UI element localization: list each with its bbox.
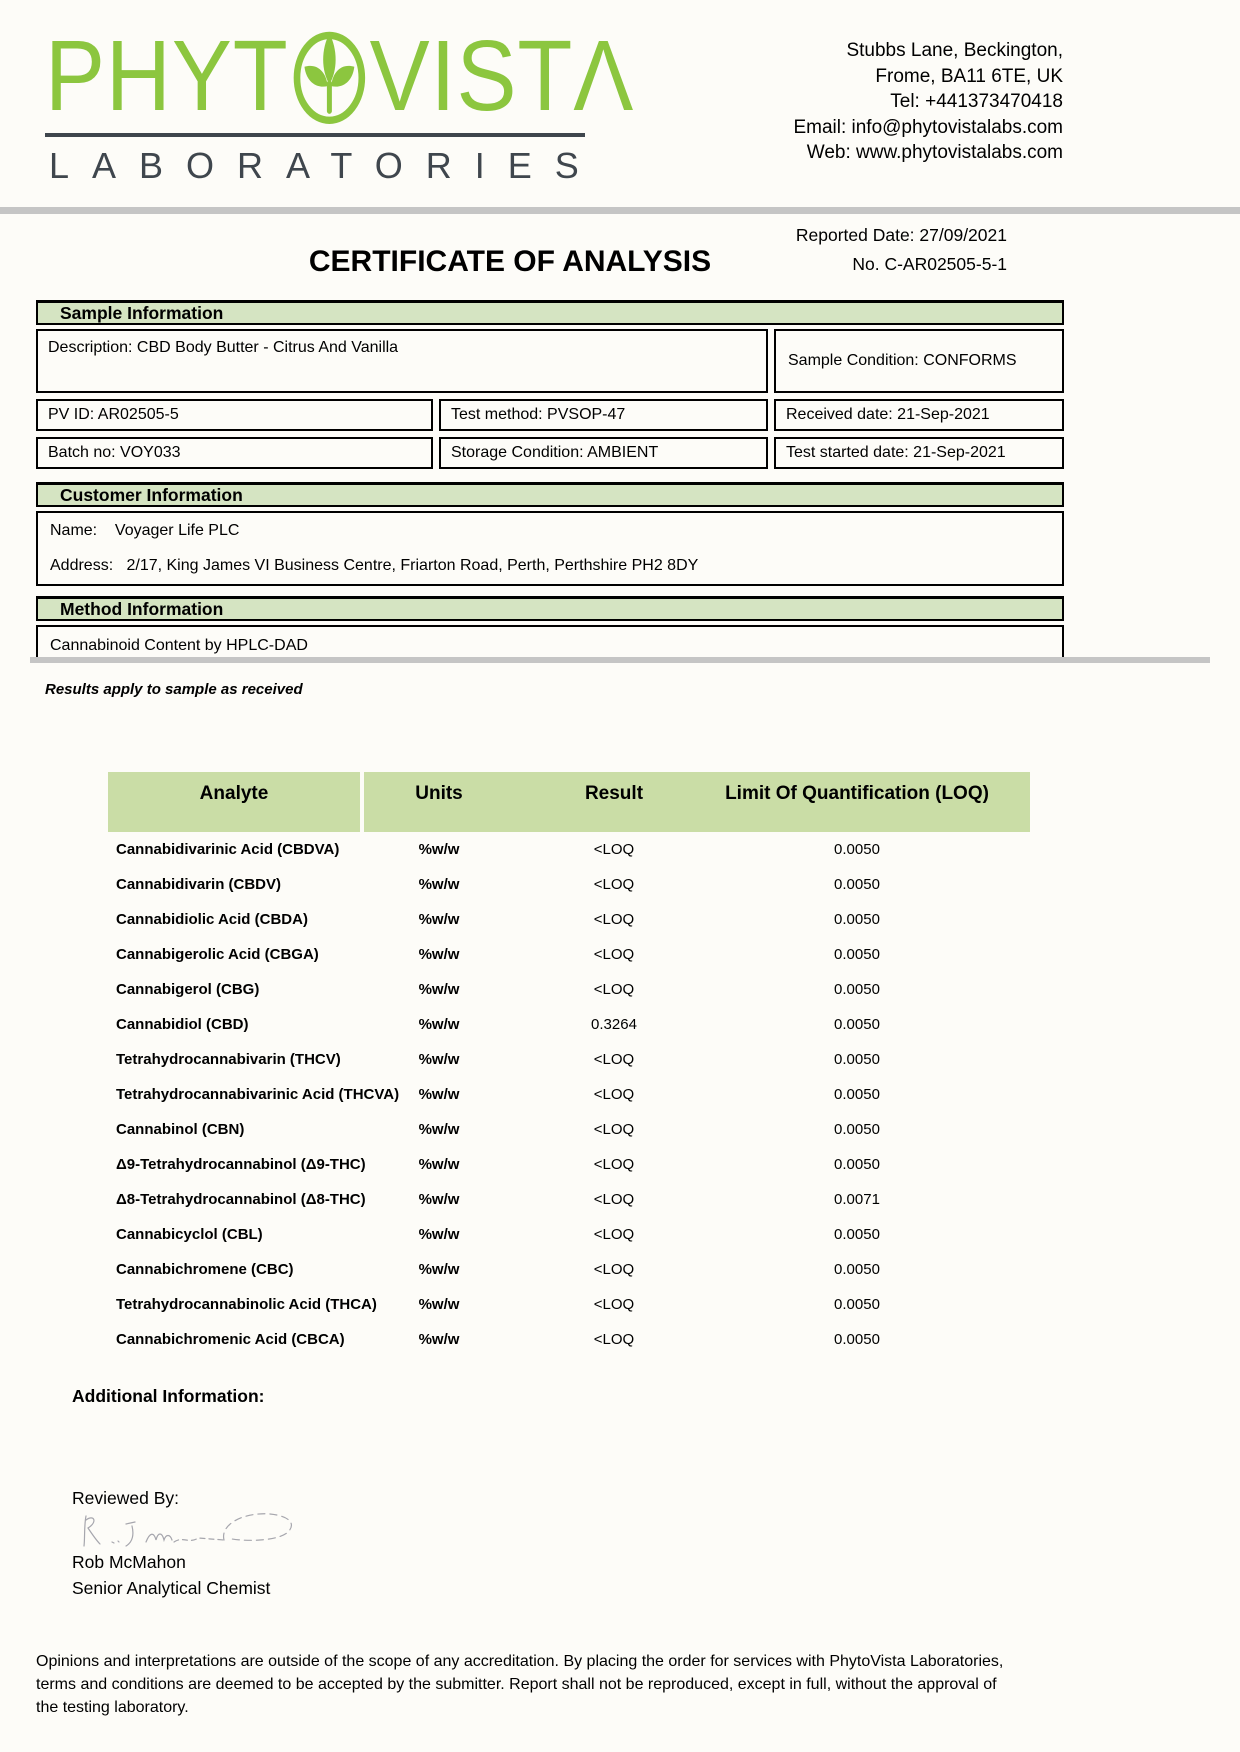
result-cell-result: <LOQ (593, 1226, 635, 1243)
result-cell-units: %w/w (418, 1086, 460, 1103)
report-meta (796, 221, 1007, 279)
logo-text-vista: VISTΛ (369, 20, 635, 132)
contact-line: Tel: +441373470418 (890, 91, 1063, 112)
result-row (108, 1112, 1030, 1147)
sample-description: Description: CBD Body Butter - Citrus And Vanilla (36, 329, 768, 393)
additional-information-label: Additional Information: (72, 1386, 265, 1406)
result-cell-loq: 0.0050 (834, 1261, 880, 1278)
reviewer-name: Rob McMahon (72, 1552, 186, 1572)
result-cell-loq: 0.0050 (834, 911, 880, 928)
result-row (108, 1182, 1030, 1217)
result-cell-units: %w/w (418, 911, 460, 928)
result-row (108, 1007, 1030, 1042)
result-cell-result: <LOQ (593, 1051, 635, 1068)
result-row (108, 1147, 1030, 1182)
result-cell-result: <LOQ (593, 1086, 635, 1103)
results-table-body (108, 832, 1030, 1357)
reviewed-by-label: Reviewed By: (72, 1488, 179, 1508)
result-cell-analyte: Cannabidivarinic Acid (CBDVA) (116, 841, 340, 858)
column-header-loq: Limit Of Quantification (LOQ) (714, 772, 1030, 832)
result-cell-units: %w/w (418, 1016, 460, 1033)
result-cell-result: <LOQ (593, 876, 635, 893)
result-cell-result: <LOQ (593, 1261, 635, 1278)
sample-condition: Sample Condition: CONFORMS (774, 329, 1064, 393)
certificate-title: CERTIFICATE OF ANALYSIS (308, 245, 712, 278)
column-header-units: Units (364, 772, 514, 832)
result-cell-units: %w/w (418, 1191, 460, 1208)
contact-line: Frome, BA11 6TE, UK (875, 65, 1063, 87)
result-cell-units: %w/w (418, 876, 460, 893)
result-cell-analyte: Δ9-Tetrahydrocannabinol (Δ9-THC) (116, 1156, 366, 1173)
result-cell-loq: 0.0050 (834, 981, 880, 998)
result-cell-result: <LOQ (593, 911, 635, 928)
storage-condition: Storage Condition: AMBIENT (439, 437, 768, 469)
logo-wordmark (45, 20, 635, 132)
result-cell-result: <LOQ (593, 981, 635, 998)
result-cell-units: %w/w (418, 981, 460, 998)
column-header-result: Result (514, 772, 714, 832)
result-cell-analyte: Cannabicyclol (CBL) (116, 1226, 263, 1243)
result-cell-analyte: Cannabidiolic Acid (CBDA) (116, 911, 308, 928)
result-cell-result: <LOQ (593, 1331, 635, 1348)
result-cell-analyte: Cannabinol (CBN) (116, 1121, 245, 1138)
contact-line: Web: www.phytovistalabs.com (806, 142, 1063, 163)
footer-disclaimer (36, 1650, 1211, 1719)
result-cell-analyte: Cannabidivarin (CBDV) (116, 876, 282, 893)
result-row (108, 1077, 1030, 1112)
result-cell-loq: 0.0050 (834, 841, 880, 858)
result-cell-loq: 0.0050 (834, 1086, 880, 1103)
result-cell-loq: 0.0050 (834, 946, 880, 963)
method-description: Cannabinoid Content by HPLC-DAD (36, 625, 1064, 663)
lab-contact-block (793, 38, 1063, 166)
results-note: Results apply to sample as received (45, 681, 303, 698)
result-cell-loq: 0.0050 (834, 1051, 880, 1068)
result-cell-loq: 0.0050 (834, 1156, 880, 1173)
result-row (108, 902, 1030, 937)
contact-line: Email: info@phytovistalabs.com (793, 116, 1063, 138)
result-cell-units: %w/w (418, 1051, 460, 1068)
logo-text-phyt: PHYT (45, 20, 289, 132)
results-table-header (108, 772, 1030, 832)
result-cell-analyte: Tetrahydrocannabinolic Acid (THCA) (116, 1296, 377, 1313)
result-cell-units: %w/w (418, 946, 460, 963)
result-cell-result: <LOQ (593, 946, 635, 963)
sample-description-row (36, 329, 1064, 393)
result-cell-result: <LOQ (593, 841, 635, 858)
customer-name: Name: Voyager Life PLC (50, 522, 240, 539)
result-cell-units: %w/w (418, 1261, 460, 1278)
result-cell-analyte: Cannabigerolic Acid (CBGA) (116, 946, 319, 963)
leaf-logo-icon (291, 28, 367, 124)
reported-date: Reported Date: 27/09/2021 (795, 225, 1007, 245)
batch-no: Batch no: VOY033 (36, 437, 433, 469)
result-row (108, 1322, 1030, 1357)
result-cell-result: 0.3264 (591, 1016, 637, 1033)
result-cell-loq: 0.0050 (834, 1016, 880, 1033)
results-table (108, 772, 1030, 1357)
result-row (108, 972, 1030, 1007)
result-cell-analyte: Cannabichromene (CBC) (116, 1261, 294, 1278)
result-cell-units: %w/w (418, 1331, 460, 1348)
footer-line: the testing laboratory. (36, 1699, 189, 1716)
method-information-header: Method Information (36, 596, 1064, 621)
pv-id: PV ID: AR02505-5 (36, 399, 433, 431)
result-cell-result: <LOQ (593, 1191, 635, 1208)
result-cell-analyte: Cannabigerol (CBG) (116, 981, 260, 998)
result-row (108, 1252, 1030, 1287)
column-header-analyte: Analyte (108, 772, 360, 832)
result-cell-result: <LOQ (593, 1296, 635, 1313)
result-cell-units: %w/w (418, 841, 460, 858)
sample-information-header: Sample Information (36, 300, 1064, 325)
received-date: Received date: 21-Sep-2021 (774, 399, 1064, 431)
customer-information-header: Customer Information (36, 482, 1064, 507)
footer-line: terms and conditions are deemed to be accepted by the submitter. Report shall not be reproduced, except in full, without the approval of (36, 1676, 997, 1693)
result-cell-loq: 0.0050 (834, 1121, 880, 1138)
result-cell-units: %w/w (418, 1226, 460, 1243)
result-cell-analyte: Cannabichromenic Acid (CBCA) (116, 1331, 345, 1348)
result-cell-result: <LOQ (593, 1121, 635, 1138)
report-number: No. C-AR02505-5-1 (852, 254, 1007, 274)
contact-line: Stubbs Lane, Beckington, (846, 40, 1063, 61)
result-cell-loq: 0.0071 (834, 1191, 880, 1208)
result-cell-loq: 0.0050 (834, 876, 880, 893)
result-cell-loq: 0.0050 (834, 1296, 880, 1313)
result-row (108, 1217, 1030, 1252)
signature-scrawl (74, 1506, 324, 1554)
result-cell-analyte: Tetrahydrocannabivarinic Acid (THCVA) (116, 1086, 400, 1103)
result-cell-analyte: Tetrahydrocannabivarin (THCV) (116, 1051, 341, 1068)
info-sections (36, 300, 1064, 663)
section-divider-bar (30, 657, 1210, 663)
result-row (108, 937, 1030, 972)
logo-divider (45, 133, 585, 137)
result-cell-units: %w/w (418, 1156, 460, 1173)
test-method: Test method: PVSOP-47 (439, 399, 768, 431)
header-divider-bar (0, 207, 1240, 214)
results-header-group (364, 772, 1030, 832)
logo-subtitle: LABORATORIES (49, 145, 602, 186)
reviewer-title: Senior Analytical Chemist (72, 1578, 271, 1598)
footer-line: Opinions and interpretations are outside of the scope of any accreditation. By placing the order for services with PhytoVista Laboratories, (36, 1653, 1004, 1670)
result-cell-analyte: Cannabidiol (CBD) (116, 1016, 249, 1033)
phytovista-logo (45, 20, 635, 187)
result-row (108, 1042, 1030, 1077)
result-cell-units: %w/w (418, 1296, 460, 1313)
result-cell-result: <LOQ (593, 1156, 635, 1173)
result-row (108, 867, 1030, 902)
test-started-date: Test started date: 21-Sep-2021 (774, 437, 1064, 469)
result-cell-loq: 0.0050 (834, 1331, 880, 1348)
sample-batch-row (36, 437, 1064, 469)
result-cell-units: %w/w (418, 1121, 460, 1138)
customer-information-box (36, 511, 1064, 586)
result-cell-loq: 0.0050 (834, 1226, 880, 1243)
customer-address: Address: 2/17, King James VI Business Centre, Friarton Road, Perth, Perthshire PH2 8DY (50, 557, 699, 574)
result-row (108, 832, 1030, 867)
sample-ids-row (36, 399, 1064, 431)
result-cell-analyte: Δ8-Tetrahydrocannabinol (Δ8-THC) (116, 1191, 366, 1208)
result-row (108, 1287, 1030, 1322)
